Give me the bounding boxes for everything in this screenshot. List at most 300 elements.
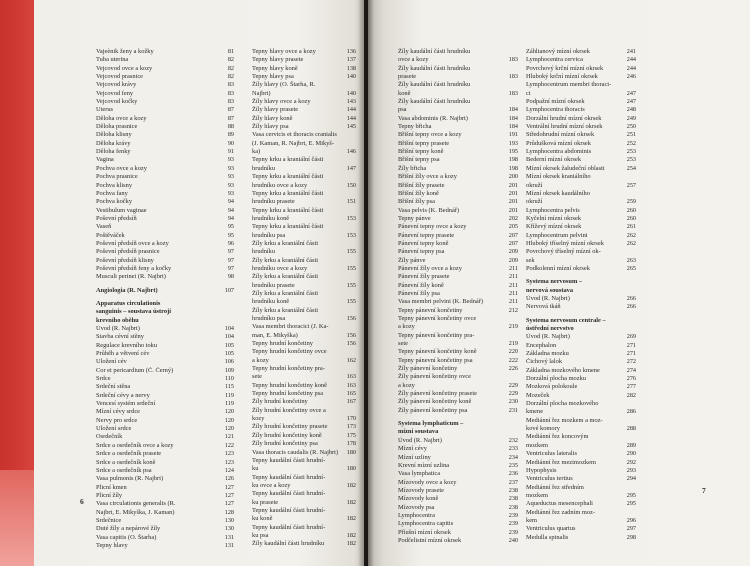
toc-entry-title: Najbrt) [252,89,271,97]
toc-entry-page: 222 [508,356,518,364]
toc-section-heading [96,308,234,316]
toc-entry-page: 212 [508,306,518,314]
toc-entry-title: Žíly kaudální části hrudníku [252,540,325,548]
toc-entry [526,56,636,64]
toc-entry-page: 182 [346,531,356,539]
toc-entry-page: 274 [626,366,636,374]
toc-entry-page: 246 [626,73,636,81]
toc-entry [526,534,636,542]
toc-entry-page: 260 [626,206,636,214]
toc-entry [398,529,518,537]
toc-entry-title: man, E. Mikyška) [252,331,298,339]
toc-entry-page: 226 [508,365,518,373]
toc-entry-page: 109 [224,366,234,374]
toc-entry-title: Tepny hrudní končetiny psa [252,390,324,398]
toc-entry [398,165,518,173]
toc-entry [398,257,518,265]
toc-entry-page: 91 [227,148,234,156]
toc-entry-page: 104 [224,325,234,332]
toc-entry [398,373,518,381]
toc-entry [526,232,636,240]
toc-entry-page: 207 [508,231,518,239]
toc-entry [526,303,636,311]
toc-entry [398,462,518,470]
toc-entry-title: Uložení srdce [96,425,132,433]
toc-entry-title: Žíly kaudální části hrudníku [398,48,471,55]
toc-entry [526,342,636,350]
toc-entry [96,106,234,114]
toc-entry-title: Břišní žíly ovce a kozy [398,173,457,181]
toc-entry-page: 124 [224,466,234,474]
toc-entry-title: Poševní předsíň prasnice [96,248,160,256]
toc-entry-title: Angiologia (R. Najbrt) [96,286,158,294]
toc-entry-title: Stavba cévní stěny [96,333,144,341]
toc-entry-page: 244 [626,64,636,72]
toc-entry-page: 127 [224,483,234,491]
toc-entry-title: Úvod (R. Najbrt) [398,436,442,444]
toc-entry [252,98,356,106]
toc-entry-page: 156 [346,331,356,339]
toc-entry-title: Tepny pánevní končetiny [398,306,463,314]
toc-entry [398,115,518,123]
toc-entry-title: Srdečnice [96,516,122,524]
toc-entry-page: 238 [508,495,518,503]
toc-entry-page: 209 [508,248,518,256]
toc-entry [96,215,234,223]
toc-entry-page: 93 [227,173,234,181]
toc-entry-title: Tepny hlavy ovce a kozy [252,48,316,55]
toc-entry-title: Lymphocentra thoracis [526,106,585,114]
toc-entry [398,365,518,373]
toc-entry-title: Vestibulum vaginae [96,206,147,214]
toc-entry-title: Tepny krku a kraniální části [252,189,324,197]
toc-entry [96,257,234,265]
toc-entry [96,73,234,81]
toc-entry [96,90,234,98]
toc-entry-title: Plicní kmen [96,483,127,491]
toc-entry-title: Vasa lymphatica [398,470,441,478]
toc-entry-page: 260 [626,214,636,222]
toc-entry [96,459,234,467]
toc-entry-page: 119 [224,400,234,408]
toc-entry-title: hrudníku koně [252,298,290,306]
toc-entry [526,131,636,139]
toc-entry [96,98,234,106]
toc-entry-title: hrudníku prasete [252,281,295,289]
toc-entry-page: 180 [346,465,356,473]
toc-entry-page: 97 [227,256,234,264]
toc-entry [252,48,356,56]
toc-entry-title: Poševní předsíň feny a kočky [96,264,172,272]
toc-entry-title: Tepny pánevní končetiny pra- [398,331,475,339]
toc-entry-page: 266 [626,303,636,311]
toc-entry-title: Žíly krku a kraniální části [252,239,319,247]
toc-entry [252,490,356,498]
toc-entry-title: Tepny hlavy [96,541,128,549]
toc-section-heading [526,278,636,286]
toc-entry [96,525,234,533]
toc-entry-page: 175 [346,431,356,439]
toc-entry-title: Hluboký tříselný mízní okrsek [526,239,604,247]
toc-entry-page: 184 [508,114,518,122]
toc-entry [252,190,356,198]
toc-entry-page: 138 [346,64,356,72]
toc-entry-page: 110 [224,375,234,383]
toc-entry-page: 163 [346,381,356,389]
toc-entry [398,198,518,206]
toc-entry-title: Pánevní žíly prasete [398,273,450,281]
toc-entry-title: Žíly hlavy psa [252,123,289,131]
toc-entry [398,495,518,503]
toc-entry-page: 247 [626,98,636,106]
toc-entry [526,65,636,73]
toc-entry-page: 106 [224,358,234,366]
toc-entry-title: Plicní žíly [96,491,123,499]
toc-entry-title: Vasa thoracis caudalis (R. Najbrt) [252,448,339,456]
toc-entry-title: Břišní tepny psa [398,156,440,164]
toc-entry [96,182,234,190]
toc-entry-page: 123 [224,450,234,458]
toc-entry-page: 105 [224,341,234,349]
toc-entry-page: 153 [346,231,356,239]
toc-entry-title: Lymphocentra abdominis [526,148,592,156]
toc-entry-title: Břišní tepny ovce a kozy [398,131,462,139]
toc-entry-page: 98 [227,273,234,281]
toc-entry [398,273,518,281]
toc-entry-page: 178 [346,440,356,448]
toc-entry [526,140,636,148]
toc-entry-page: 293 [626,466,636,474]
toc-entry [96,48,234,56]
toc-entry-page: 173 [346,423,356,431]
toc-entry [398,140,518,148]
toc-entry-title: Tepny krku a kraniální části [252,206,324,214]
toc-entry [252,81,356,89]
toc-entry-title: Osrdečník [96,433,123,441]
toc-entry-title: Vencesí systém srdeční [96,400,156,408]
toc-entry-title: mízní soustava [398,428,439,436]
toc-entry-title: Žíly břicha [398,164,427,172]
toc-entry [96,375,234,383]
toc-entry-page: 247 [626,89,636,97]
toc-entry-page: 151 [346,198,356,206]
toc-entry [96,350,234,358]
toc-entry-title: Poševní předsíň klisny [96,256,154,264]
toc-entry-title: ku prasete [252,498,279,506]
toc-entry-page: 234 [508,453,518,461]
toc-entry-title: nervová soustava [526,286,574,294]
toc-entry-title: Poševní předsíň ovce a kozy [96,239,169,247]
toc-entry [252,540,356,548]
toc-entry-page: 93 [227,164,234,172]
toc-entry-page: 211 [508,289,518,297]
toc-entry-title: Žíly hrudní končetiny [252,398,308,406]
toc-entry-title: prasete [398,73,417,81]
toc-entry [398,487,518,495]
toc-entry-page: 183 [508,89,518,97]
toc-entry [252,532,356,540]
toc-entry-title: Povrchový krční mízní okrsek [526,64,604,72]
toc-entry-page: 198 [508,156,518,164]
toc-entry-title: mozkem [526,441,549,449]
toc-entry-page: 271 [626,341,636,349]
toc-entry [96,467,234,475]
toc-entry [252,390,356,398]
toc-entry-page: 93 [227,156,234,164]
toc-entry-title: Hluboký krční mízní okrsek [526,73,598,81]
toc-entry-title: Mízní okrsek kraniálního [526,173,591,181]
toc-entry-page: 230 [508,398,518,406]
toc-entry-title: Mozková polokoule [526,383,578,391]
toc-entry [252,165,356,173]
toc-entry [526,257,636,265]
toc-entry-title: Lymphocentrum membri thoraci- [526,81,612,89]
toc-entry-title: Poševní předsíň [96,214,137,222]
toc-entry-page: 184 [508,123,518,131]
toc-entry-title: Lymphocentra [398,511,435,519]
toc-entry [252,348,356,356]
toc-entry-title: Systema lymphaticum – [398,420,464,428]
toc-entry [526,115,636,123]
toc-entry [252,232,356,240]
toc-entry-title: Vagina [96,156,114,164]
toc-entry-page: 130 [224,525,234,533]
toc-entry-title: Pochva ovce a kozy [96,164,147,172]
toc-entry [526,248,636,256]
toc-entry-title: Pochva fany [96,189,128,197]
toc-entry-title: Lymphocentra pelvis [526,206,580,214]
toc-entry [526,295,636,303]
toc-entry-title: Vasa cervicis et thoracis cranialis [252,131,337,139]
toc-entry [398,398,518,406]
toc-entry-page: 205 [508,223,518,231]
toc-entry-title: Žíly kaudální části hrudníku [398,81,471,89]
toc-entry [526,425,636,433]
toc-entry-page: 229 [508,390,518,398]
toc-entry-title: Povrchový tříselný mízní ok- [526,248,601,256]
toc-entry-title: Bederní mízní okrsek [526,156,582,164]
toc-entry-title: Pochva prasnice [96,173,138,181]
toc-entry-title: Tepny kaudální části hrudní- [252,473,326,481]
toc-entry-page: 262 [626,231,636,239]
toc-entry [252,474,356,482]
toc-entry [526,81,636,89]
toc-entry [96,56,234,64]
toc-entry [526,484,636,492]
toc-entry-title: Příušní mízní okrsek [398,528,451,536]
toc-entry [526,165,636,173]
toc-entry-page: 140 [346,89,356,97]
toc-entry [398,215,518,223]
toc-entry-page: 261 [626,223,636,231]
toc-entry-page: 97 [227,264,234,272]
toc-entry-title: Tepny hrudní končetiny [252,340,313,348]
toc-entry-title: Mízovody prasete [398,486,444,494]
toc-entry [252,173,356,181]
toc-entry-title: Žíly pánevní končetiny koně [398,398,472,406]
toc-section-heading [526,287,636,295]
toc-entry-title: Ventriculus quartus [526,525,576,533]
toc-entry [526,90,636,98]
toc-entry-page: 297 [626,525,636,533]
toc-entry-title: kmene [526,408,544,416]
toc-entry [526,223,636,231]
toc-entry [398,298,518,306]
toc-entry-title: Podpažní mízní okrsek [526,98,585,106]
toc-entry-title: Žíly hrudní končetiny koně [252,431,322,439]
toc-entry [252,257,356,265]
toc-entry-title: Pánevní žíly psa [398,289,440,297]
toc-entry [398,265,518,273]
toc-entry-page: 170 [346,415,356,423]
toc-entry [252,207,356,215]
toc-entry-title: Srdce a osrdečník koně [96,458,156,466]
toc-entry-page: 121 [224,433,234,441]
toc-entry [252,382,356,390]
toc-entry-page: 155 [346,264,356,272]
toc-entry [252,373,356,381]
toc-entry-title: sete [398,340,408,348]
toc-entry-title: hrudníku ovce a kozy [252,181,308,189]
toc-entry-page: 105 [224,350,234,358]
toc-entry-title: Vasa pelvis (K. Bednář) [398,206,460,214]
toc-entry [398,148,518,156]
toc-entry [526,517,636,525]
toc-entry-page: 162 [346,356,356,364]
toc-entry [398,479,518,487]
toc-entry [252,90,356,98]
toc-entry-title: Podkolenní mízní okrsek [526,264,590,272]
toc-entry [252,323,356,331]
toc-entry-title: Vasa circulationis generalis (R. [96,500,176,508]
toc-entry [398,182,518,190]
toc-entry-title: Úvod (R. Najbrt) [526,294,570,302]
toc-entry-title: Žíly krku a kraniální části [252,256,319,264]
toc-section-heading [398,420,518,428]
toc-entry [96,223,234,231]
toc-entry-title: Mediánní řez mezimozkem [526,458,596,466]
toc-entry-page: 200 [508,173,518,181]
toc-entry-page: 211 [508,298,518,306]
toc-entry-title: Tepny krku a kraniální části [252,173,324,181]
toc-entry-title: Apparatus circulationis [96,299,161,307]
toc-entry-title: sanguinis – soustava ústrojí [96,308,171,316]
toc-entry-title: Žíly krku a kraniální části [252,289,319,297]
toc-entry [96,140,234,148]
toc-entry-page: 155 [346,298,356,306]
toc-section-heading [526,317,636,325]
toc-entry-title: Vasa abdominis (R. Najbrt) [398,114,468,122]
toc-entry [252,482,356,490]
toc-entry-title: ústřední nervstvo [526,325,574,332]
toc-entry-title: okruží [526,181,543,189]
toc-section-heading [96,287,234,295]
toc-entry-title: Musculi perinei (R. Najbrt) [96,273,166,281]
toc-entry [96,392,234,400]
toc-entry-title: mozkem [526,491,549,499]
toc-entry-title: Regulace krevního toku [96,341,158,349]
toc-entry-page: 107 [224,286,234,294]
toc-entry-page: 211 [508,273,518,281]
toc-entry [96,342,234,350]
toc-entry-title: Lymphocentra cervica [526,56,583,64]
toc-entry-title: ku ovce a kozy [252,481,291,489]
toc-entry-title: Tepny kaudální části hrudní- [252,456,326,464]
toc-entry [252,65,356,73]
toc-entry-title: koně [398,89,411,97]
toc-entry-page: 115 [224,383,234,391]
toc-entry-title: Tepny kaudální části hrudní- [252,506,326,514]
toc-entry-title: Tepny hlavy koně [252,64,298,72]
toc-entry-title: Ventriculus lateralis [526,450,577,458]
toc-entry [96,383,234,391]
toc-entry-title: Vasa membri pelvini (K. Bednář) [398,298,484,306]
toc-entry [252,240,356,248]
toc-entry-page: 248 [626,106,636,114]
toc-entry [96,115,234,123]
toc-entry-title: hrudníku koně [252,214,290,222]
toc-entry-title: hrudníku prasete [252,198,295,206]
toc-entry [252,432,356,440]
toc-entry [398,315,518,323]
toc-entry-title: Mízovody psa [398,503,435,511]
toc-entry [398,537,518,545]
toc-entry-title: Dorzální plocha mozkového [526,400,599,408]
toc-entry-page: 259 [626,198,636,206]
toc-entry [96,156,234,164]
toc-entry-page: 137 [346,56,356,64]
toc-entry-page: 182 [346,515,356,523]
toc-entry [398,106,518,114]
toc-entry [398,307,518,315]
toc-entry-title: Lymphocentra capitis [398,520,454,528]
toc-entry-page: 252 [626,139,636,147]
toc-entry-page: 82 [227,64,234,72]
toc-entry [96,325,234,333]
toc-entry [252,515,356,523]
toc-entry-page: 272 [626,358,636,366]
toc-entry-page: 191 [508,131,518,139]
toc-entry [96,433,234,441]
toc-entry-title: kové komory [526,425,560,433]
toc-entry-page: 240 [508,536,518,544]
toc-entry [252,123,356,131]
toc-entry-page: 156 [346,340,356,348]
toc-entry-page: 87 [227,106,234,114]
toc-entry-title: Břišní tepny prasete [398,139,450,147]
toc-entry-title: Tepny hrudní končetiny koně [252,381,327,389]
toc-entry-title: Pochva klisny [96,181,133,189]
toc-entry-title: kem [526,516,538,524]
toc-entry-title: Břišní žíly koně [398,189,439,197]
toc-entry-page: 238 [508,486,518,494]
toc-entry-title: a kozy [398,381,415,389]
toc-entry-title: Tepny pánevní končetiny ovce [398,315,477,322]
toc-entry [252,115,356,123]
toc-entry-page: 266 [626,294,636,302]
toc-column-4 [526,48,636,542]
toc-section-heading [398,428,518,436]
toc-entry-page: 184 [508,106,518,114]
toc-entry [96,333,234,341]
toc-entry-page: 163 [346,373,356,381]
toc-entry-title: Dorzální plocha mozku [526,375,586,383]
toc-entry [252,265,356,273]
toc-section-heading [96,317,234,325]
toc-entry [398,156,518,164]
toc-entry [96,492,234,500]
toc-entry-title: Tepny pánevní končetiny koně [398,348,477,356]
